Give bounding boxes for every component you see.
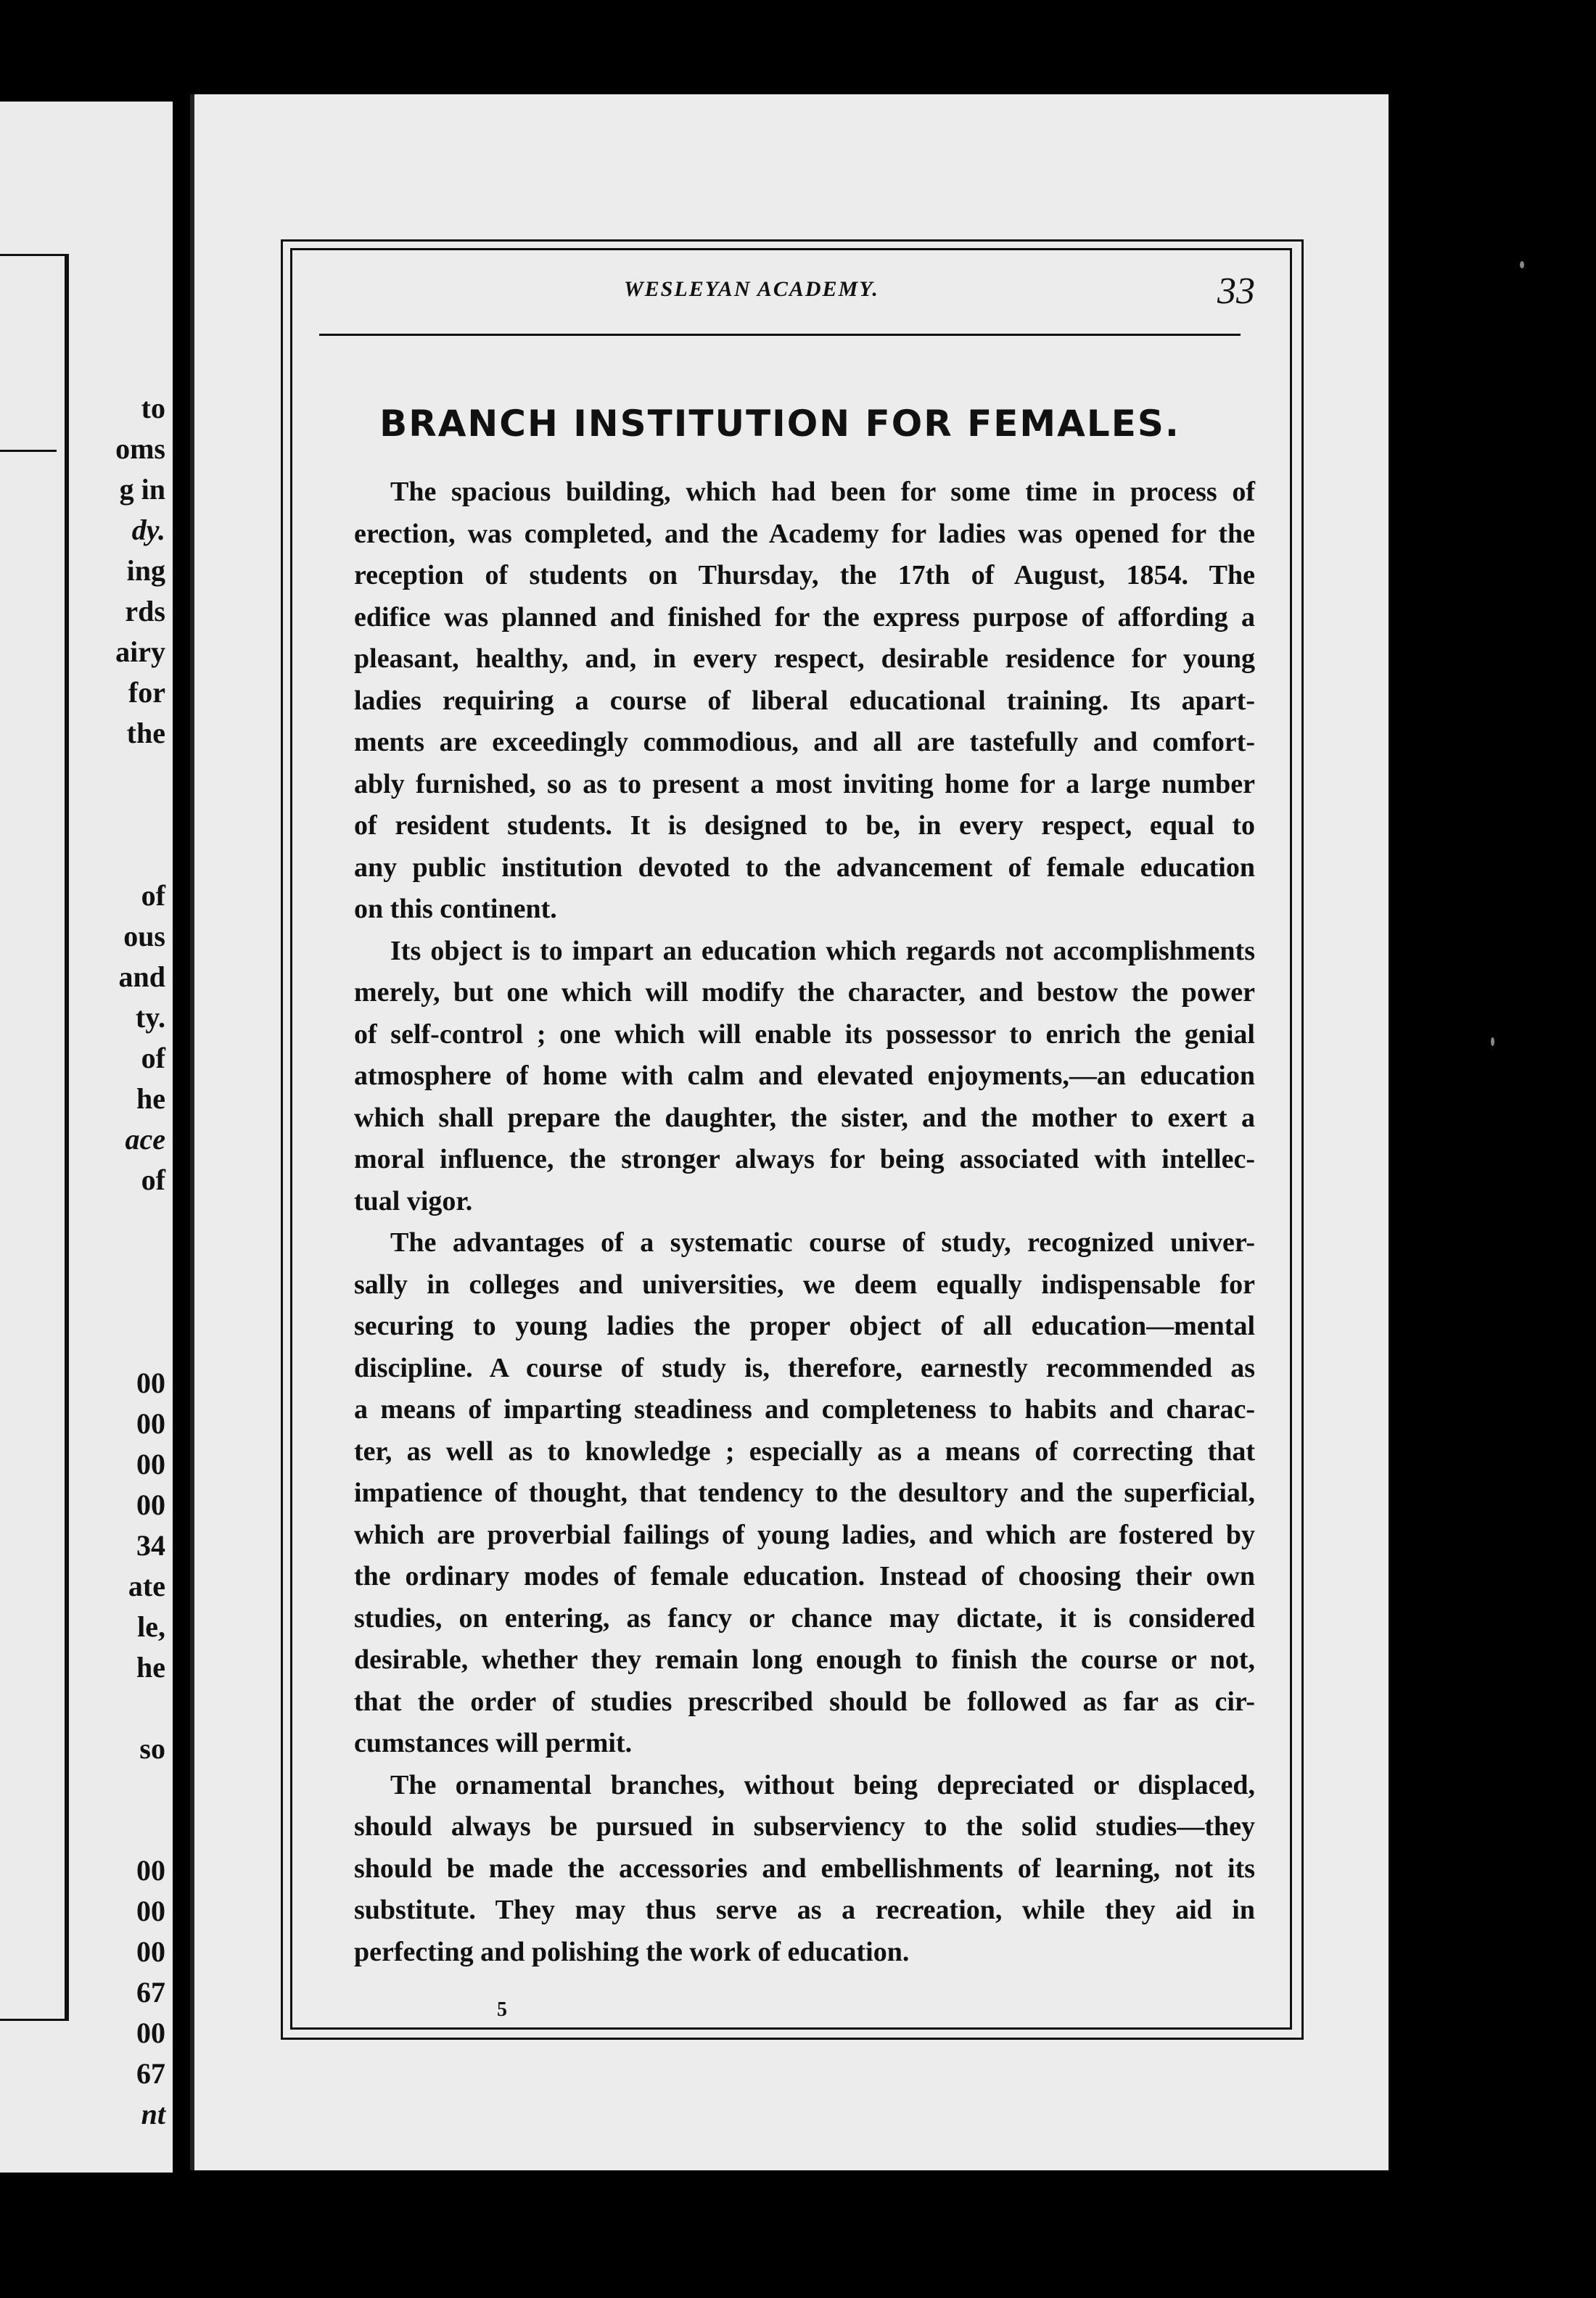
fragment-line — [20, 754, 165, 794]
fragment-line: oms — [115, 432, 165, 465]
fragment-line: ous — [123, 920, 165, 952]
fragment-line: le, — [137, 1610, 165, 1643]
fragment-line — [20, 1282, 165, 1322]
text-line: Its object is to impart an education which regards not accomplishments — [390, 935, 1255, 966]
fragment-line: rds — [125, 595, 165, 627]
text-line: edifice was planned and finished for the express purpose of affording a — [354, 601, 1255, 633]
text-line: The spacious building, which had been for some time in process of — [390, 477, 1255, 507]
fragment-line — [20, 1688, 165, 1729]
text-line: sally in colleges and universities, we deem equally indispensable for — [354, 1269, 1255, 1300]
fragment-line: 00 — [136, 1367, 165, 1399]
text-line: atmosphere of home with calm and elevated enjoyments,—an education — [354, 1061, 1255, 1091]
fragment-line: ate — [128, 1570, 165, 1602]
paragraph — [318, 1765, 1255, 1974]
fragment-line: 67 — [136, 2057, 165, 2090]
fragment-line — [20, 1810, 165, 1850]
text-line: desirable, whether they remain long enough to finish the course or not, — [354, 1644, 1255, 1675]
text-line: that the order of studies prescribed should be followed as far as cir- — [354, 1686, 1255, 1717]
text-line: should always be pursued in subserviency to the solid studies—they — [354, 1811, 1255, 1842]
text-line: reception of students on Thursday, the 17th of August, 1854. The — [354, 560, 1255, 590]
fragment-line: 00 — [136, 2017, 165, 2049]
text-line: merely, but one which will modify the character, and bestow the power — [354, 977, 1255, 1008]
body-text — [318, 471, 1255, 1973]
text-line: ments are exceedingly commodious, and all are tastefully and comfort- — [354, 727, 1255, 757]
paragraph — [318, 1222, 1255, 1765]
scan-speck — [1491, 1037, 1494, 1046]
fragment-line: to — [141, 392, 165, 424]
fragment-line: of — [141, 879, 165, 912]
text-line: on this continent. — [354, 894, 557, 924]
text-line: cumstances will permit. — [354, 1728, 633, 1758]
fragment-line: for — [128, 676, 165, 709]
previous-page-fragment — [0, 102, 173, 2173]
fragment-line: 00 — [136, 1935, 165, 1968]
text-line: tual vigor. — [354, 1185, 473, 1216]
text-line: The advantages of a systematic course of study, recognized univer- — [390, 1227, 1255, 1258]
text-line: which are proverbial failings of young ladies, and which are fostered by — [354, 1519, 1255, 1550]
fragment-line — [20, 794, 165, 835]
fragment-line: of — [141, 1164, 165, 1196]
header-rule — [319, 334, 1241, 336]
section-title: BRANCH INSTITUTION FOR FEMALES. — [379, 403, 1180, 445]
scan-speck — [1520, 261, 1524, 268]
signature-mark: 5 — [497, 1998, 507, 2021]
paragraph — [318, 931, 1255, 1223]
fragment-line: and — [118, 960, 165, 993]
fragment-line: 00 — [136, 1895, 165, 1927]
fragment-line: so — [139, 1732, 165, 1765]
page-number: 33 — [1217, 271, 1255, 312]
fragment-line — [20, 1241, 165, 1282]
fragment-line: 00 — [136, 1854, 165, 1887]
fragment-line: 67 — [136, 1976, 165, 2009]
text-line: should be made the accessories and embellishments of learning, not its — [354, 1853, 1255, 1884]
page-header — [305, 270, 1255, 328]
fragment-line: of — [141, 1042, 165, 1074]
text-line: any public institution devoted to the advancement of female education — [354, 852, 1255, 883]
fragment-line: ing — [126, 554, 165, 587]
fragment-line: he — [136, 1082, 165, 1115]
previous-page-text-fragments — [20, 388, 165, 2135]
text-line: erection, was completed, and the Academy for ladies was opened for the — [354, 518, 1255, 549]
text-line: the ordinary modes of female education. Instead of choosing their own — [354, 1561, 1255, 1591]
fragment-line — [20, 1322, 165, 1363]
fragment-line — [20, 1769, 165, 1810]
text-line: perfecting and polishing the work of education. — [354, 1936, 910, 1967]
text-line: moral influence, the stronger always for being associated with intellec- — [354, 1144, 1255, 1174]
fragment-line: dy. — [131, 514, 165, 546]
page-gutter — [190, 94, 194, 2170]
running-head: WESLEYAN ACADEMY. — [624, 277, 879, 301]
text-line: a means of imparting steadiness and completeness to habits and charac- — [354, 1394, 1255, 1425]
text-line: substitute. They may thus serve as a recreation, while they aid in — [354, 1895, 1255, 1925]
text-line: discipline. A course of study is, therefore, earnestly recommended as — [354, 1352, 1255, 1383]
text-line: ter, as well as to knowledge ; especially as a means of correcting that — [354, 1436, 1255, 1467]
text-line: of self-control ; one which will enable its possessor to enrich the genial — [354, 1018, 1255, 1050]
fragment-line: 34 — [136, 1529, 165, 1562]
fragment-line: 00 — [136, 1448, 165, 1480]
text-line: securing to young ladies the proper object of all education—mental — [354, 1311, 1255, 1341]
text-line: ladies requiring a course of liberal educational training. Its apart- — [354, 685, 1255, 716]
text-line: ably furnished, so as to present a most inviting home for a large number — [354, 768, 1255, 799]
fragment-line: ty. — [135, 1001, 165, 1034]
fragment-line: g in — [119, 473, 165, 506]
fragment-line: ace — [125, 1123, 165, 1156]
fragment-line: 00 — [136, 1407, 165, 1440]
text-line: which shall prepare the daughter, the sister, and the mother to exert a — [354, 1102, 1255, 1133]
fragment-line: nt — [141, 2098, 165, 2130]
fragment-line: 00 — [136, 1488, 165, 1521]
text-line: The ornamental branches, without being depreciated or displaced, — [390, 1769, 1255, 1800]
fragment-line — [20, 1201, 165, 1241]
paragraph — [318, 471, 1255, 931]
text-line: pleasant, healthy, and, in every respect, desirable residence for young — [354, 643, 1255, 674]
text-line: of resident students. It is designed to be, in every respect, equal to — [354, 810, 1255, 841]
text-line: studies, on entering, as fancy or chance may dictate, it is considered — [354, 1602, 1255, 1634]
fragment-line: the — [126, 717, 165, 749]
fragment-line — [20, 835, 165, 876]
text-line: impatience of thought, that tendency to the desultory and the superficial, — [354, 1478, 1255, 1508]
fragment-line: airy — [115, 635, 165, 668]
fragment-line: he — [136, 1651, 165, 1684]
